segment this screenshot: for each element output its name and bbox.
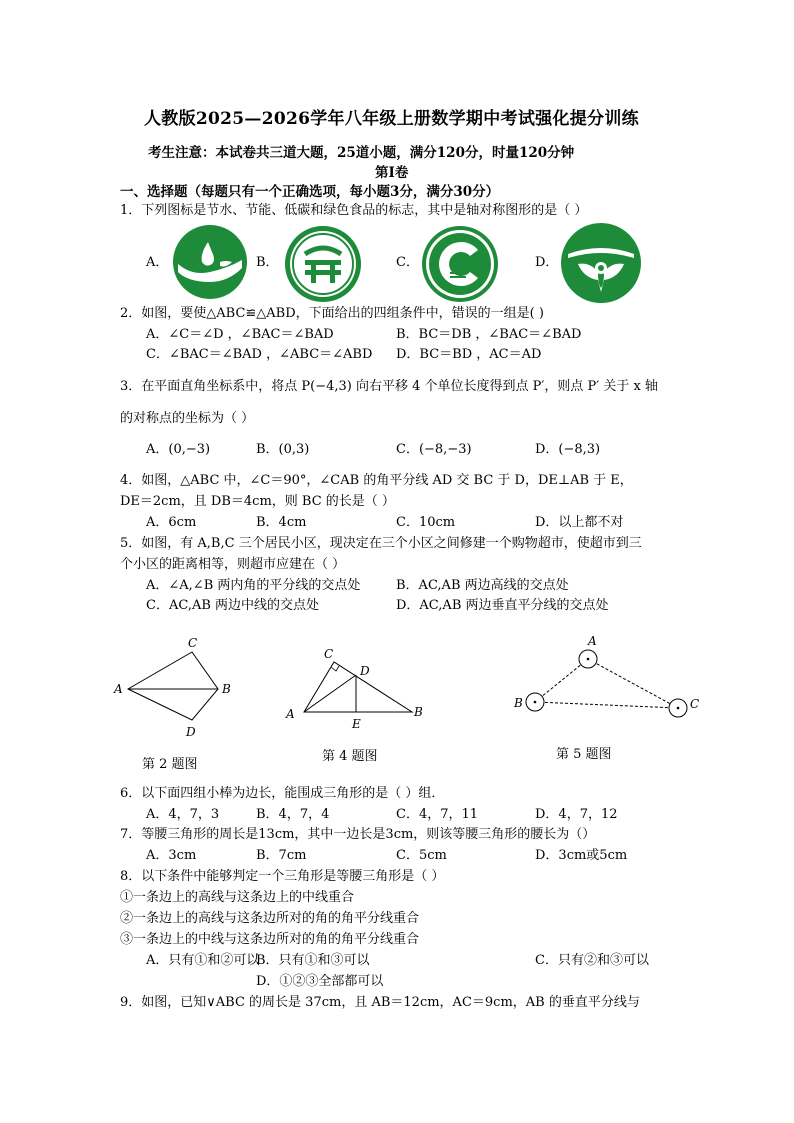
fig4-label-a: A (286, 707, 295, 721)
q2-stem: 2．如图，要使△ABC≌△ABD，下面给出的四组条件中，错误的一组是( ) (120, 306, 544, 321)
q6-option-b: B．4，7，4 (256, 807, 330, 822)
q1-option-d-label: D． (535, 255, 559, 270)
fig2-label-a: A (114, 682, 123, 696)
q5-option-d: D．AC,AB 两边垂直平分线的交点处 (396, 598, 609, 613)
q7-option-b: B．7cm (256, 848, 307, 863)
q3-line2: 的对称点的坐标为（ ） (120, 411, 255, 426)
q8-option-c: C．只有②和③可以 (535, 953, 649, 968)
fig5-label-c: C (690, 697, 700, 711)
fig4-label-d: D (360, 664, 370, 678)
q4-option-b: B．4cm (256, 515, 307, 530)
q5-line2: 个小区的距离相等，则超市应建在（ ） (120, 557, 346, 572)
volume-heading: 第Ⅰ卷 (375, 165, 409, 181)
q1-option-a-label: A． (146, 255, 169, 270)
green-food-icon (560, 222, 642, 304)
q7-stem: 7．等腰三角形的周长是13cm，其中一边长是3cm，则该等腰三角形的腰长为（） (120, 827, 596, 842)
fig2-label-b: B (222, 682, 231, 696)
q2-option-d: D．BC＝BD ，AC＝AD (396, 347, 542, 362)
q4-option-c: C．10cm (396, 515, 456, 530)
q8-condition-3: ③一条边上的中线与这条边所对的角的角平分线重合 (120, 932, 420, 947)
figure-q5 (508, 632, 708, 722)
q1-option-c-label: C． (396, 255, 419, 270)
fig5-label-b: B (514, 696, 523, 710)
q4-line1: 4．如图，△ABC 中，∠C＝90°，∠CAB 的角平分线 AD 交 BC 于 D，DE⊥AB 于 E， (120, 473, 633, 488)
q3-line1: 3．在平面直角坐标系中，将点 P(−4,3) 向右平移 4 个单位长度得到点 P′，则点 P′ 关于 x 轴 (120, 379, 658, 394)
fig4-label-c: C (324, 647, 334, 661)
water-saving-icon (172, 224, 248, 300)
page-title: 人教版2025—2026学年八年级上册数学期中考试强化提分训练 (144, 109, 639, 129)
q7-option-c: C．5cm (396, 848, 447, 863)
fig4-label-e: E (352, 717, 361, 731)
q8-option-d: D．①②③全部都可以 (256, 974, 384, 989)
q8-option-b: B．只有①和③可以 (256, 953, 370, 968)
q3-option-b: B．(0,3) (256, 442, 310, 457)
q1-option-b-label: B． (256, 255, 279, 270)
q3-option-c: C．(−8,−3) (396, 442, 472, 457)
q7-option-d: D．3cm或5cm (535, 848, 628, 863)
q6-option-d: D．4，7，12 (535, 807, 618, 822)
low-carbon-icon (420, 224, 500, 304)
figure-q4 (282, 642, 432, 734)
q8-stem: 8．以下条件中能够判定一个三角形是等腰三角形是（ ） (120, 869, 445, 884)
q8-option-a: A．只有①和②可以 (146, 953, 260, 968)
q5-option-b: B．AC,AB 两边高线的交点处 (396, 578, 569, 593)
fig4-label-b: B (414, 705, 423, 719)
q7-option-a: A．3cm (146, 848, 197, 863)
q5-option-c: C．AC,AB 两边中线的交点处 (146, 598, 320, 613)
q2-option-b: B．BC＝DB ，∠BAC＝∠BAD (396, 327, 582, 342)
q6-stem: 6．以下面四组小棒为边长，能围成三角形的是（ ）组． (120, 786, 445, 801)
q8-condition-2: ②一条边上的高线与这条边所对的角的角平分线重合 (120, 911, 420, 926)
section-heading: 一、选择题（每题只有一个正确选项，每小题3分，满分30分） (120, 184, 500, 200)
q6-option-c: C．4，7，11 (396, 807, 479, 822)
figure-q2 (110, 632, 250, 742)
energy-saving-icon (283, 224, 363, 304)
exam-notice: 考生注意：本试卷共三道大题，25道小题，满分120分，时量120分钟 (148, 145, 575, 161)
fig5-label-a: A (588, 634, 597, 648)
fig2-caption: 第 2 题图 (142, 757, 198, 772)
fig2-label-d: D (186, 725, 196, 739)
q3-option-d: D．(−8,3) (535, 442, 601, 457)
q5-option-a: A．∠A,∠B 两内角的平分线的交点处 (146, 578, 361, 593)
q4-option-a: A．6cm (146, 515, 197, 530)
q1-stem: 1．下列图标是节水、节能、低碳和绿色食品的标志，其中是轴对称图形的是（ ） (120, 203, 588, 218)
q8-condition-1: ①一条边上的高线与这条边上的中线重合 (120, 890, 355, 905)
q5-line1: 5．如图，有 A,B,C 三个居民小区，现决定在三个小区之间修建一个购物超市，使超市到三 (120, 536, 642, 551)
q2-option-c: C．∠BAC＝∠BAD ，∠ABC＝∠ABD (146, 347, 373, 362)
q4-option-d: D．以上都不对 (535, 515, 624, 530)
fig2-label-c: C (188, 636, 198, 650)
q2-option-a: A．∠C＝∠D ，∠BAC＝∠BAD (146, 327, 334, 342)
q6-option-a: A．4，7，3 (146, 807, 220, 822)
fig5-caption: 第 5 题图 (556, 747, 612, 762)
q3-option-a: A．(0,−3) (146, 442, 211, 457)
q4-line2: DE＝2cm，且 DB＝4cm，则 BC 的长是（ ） (120, 494, 395, 509)
q9-line1: 9．如图，已知∨ABC 的周长是 37cm，且 AB＝12cm，AC＝9cm，AB 的垂直平分线与 (120, 995, 640, 1010)
fig4-caption: 第 4 题图 (322, 749, 378, 764)
